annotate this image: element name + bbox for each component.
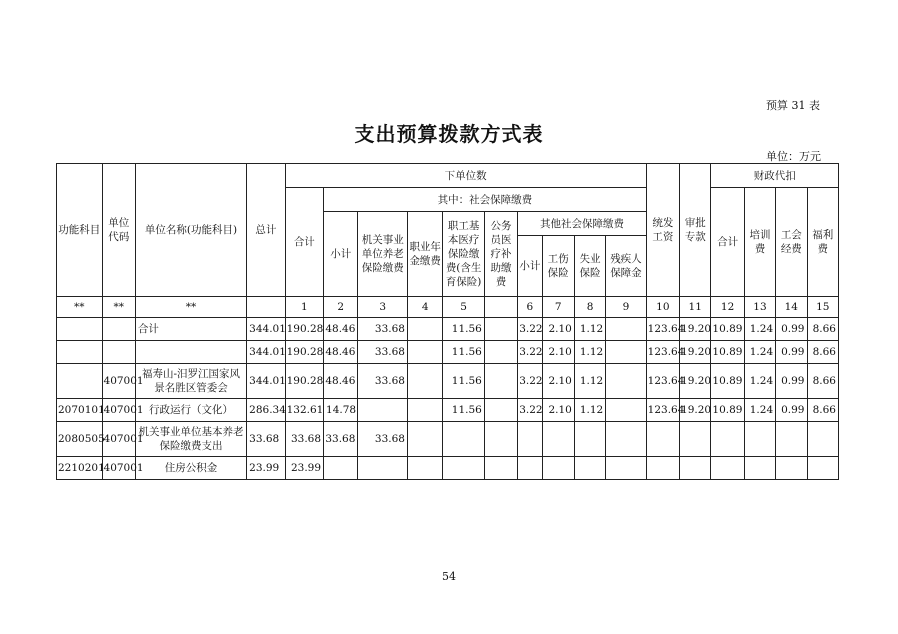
- table-cell: 0.99: [776, 318, 807, 341]
- table-cell: 286.34: [247, 399, 285, 422]
- table-cell: 11.56: [443, 364, 484, 399]
- table-cell: 190.28: [285, 364, 323, 399]
- table-cell: 123.64: [646, 364, 679, 399]
- table-cell: 2: [324, 297, 358, 318]
- table-cell: 23.99: [247, 457, 285, 480]
- header-lower-units: 下单位数: [285, 164, 646, 188]
- table-cell: [135, 341, 246, 364]
- form-number: 预算 31 表: [766, 99, 820, 112]
- table-cell: [57, 341, 103, 364]
- page-title: 支出预算拨款方式表: [354, 122, 544, 146]
- table-cell: 福寿山-汨罗江国家风景名胜区管委会: [135, 364, 246, 399]
- header-welfare-fee: 福利费: [807, 188, 839, 297]
- table-row: [57, 341, 839, 364]
- table-cell: [102, 318, 135, 341]
- table-cell: 2210201: [57, 457, 103, 480]
- header-unified-salary: 统发工资: [646, 164, 679, 297]
- table-cell: 123.64: [646, 341, 679, 364]
- table-cell: **: [102, 297, 135, 318]
- table-cell: [484, 341, 517, 364]
- header-approved-special: 审批专款: [680, 164, 711, 297]
- table-cell: 0.99: [776, 364, 807, 399]
- header-medical: 职工基本医疗保险缴费(含生育保险): [443, 212, 484, 297]
- table-cell: 14: [776, 297, 807, 318]
- table-cell: 2.10: [542, 341, 574, 364]
- table-cell: 132.61: [285, 399, 323, 422]
- table-cell: [646, 457, 679, 480]
- table-cell: 13: [744, 297, 775, 318]
- table-cell: [57, 318, 103, 341]
- header-finance-deduction: 财政代扣: [711, 164, 839, 188]
- table-cell: [807, 422, 839, 457]
- header-finance-total: 合计: [711, 188, 744, 297]
- table-cell: [247, 297, 285, 318]
- table-cell: [443, 422, 484, 457]
- table-row: [57, 422, 839, 457]
- header-unemployment: 失业保险: [574, 236, 605, 297]
- header-training-fee: 培训费: [744, 188, 775, 297]
- table-cell: 2.10: [542, 399, 574, 422]
- header-social-security: 其中：社会保障缴费: [324, 188, 647, 212]
- table-cell: 1.24: [744, 399, 775, 422]
- table-cell: 3.22: [518, 364, 542, 399]
- table-cell: [542, 457, 574, 480]
- table-cell: [407, 399, 442, 422]
- table-cell: 2.10: [542, 364, 574, 399]
- table-cell: 3.22: [518, 318, 542, 341]
- table-cell: 12: [711, 297, 744, 318]
- table-cell: [574, 457, 605, 480]
- table-cell: [574, 422, 605, 457]
- table-cell: 9: [606, 297, 646, 318]
- table-cell: 5: [443, 297, 484, 318]
- table-row: [57, 318, 839, 341]
- table-cell: 407001: [102, 422, 135, 457]
- table-cell: [606, 341, 646, 364]
- table-cell: 33.68: [358, 318, 408, 341]
- table-cell: 1.12: [574, 399, 605, 422]
- table-cell: 4: [407, 297, 442, 318]
- index-row: [57, 297, 839, 318]
- table-cell: [407, 364, 442, 399]
- table-cell: 8.66: [807, 364, 839, 399]
- header-pension: 机关事业单位养老保险缴费: [358, 212, 408, 297]
- unit-label: 单位：万元: [766, 150, 821, 163]
- budget-table: [56, 163, 839, 480]
- table-cell: 33.68: [247, 422, 285, 457]
- table-cell: 3.22: [518, 341, 542, 364]
- table-cell: [407, 422, 442, 457]
- table-cell: [484, 318, 517, 341]
- table-cell: [358, 399, 408, 422]
- table-cell: [443, 457, 484, 480]
- table-cell: 行政运行（文化）: [135, 399, 246, 422]
- table-cell: 1.24: [744, 364, 775, 399]
- header-other-subtotal: 小计: [518, 236, 542, 297]
- table-cell: 10.89: [711, 341, 744, 364]
- table-cell: 合计: [135, 318, 246, 341]
- header-annuity: 职业年金缴费: [407, 212, 442, 297]
- table-cell: 33.68: [358, 422, 408, 457]
- table-cell: 407001: [102, 364, 135, 399]
- table-cell: [542, 422, 574, 457]
- table-cell: 19.20: [680, 399, 711, 422]
- table-cell: 123.64: [646, 318, 679, 341]
- table-cell: 2070101: [57, 399, 103, 422]
- header-other-security: 其他社会保障缴费: [518, 212, 646, 236]
- table-cell: 2.10: [542, 318, 574, 341]
- page-number: 54: [442, 570, 456, 583]
- table-cell: 1.24: [744, 341, 775, 364]
- table-cell: 1.12: [574, 341, 605, 364]
- table-cell: 8.66: [807, 318, 839, 341]
- table-cell: 344.01: [247, 364, 285, 399]
- table-cell: [711, 422, 744, 457]
- table-cell: [711, 457, 744, 480]
- table-cell: 407001: [102, 399, 135, 422]
- table-cell: **: [57, 297, 103, 318]
- header-lower-total: 合计: [285, 188, 323, 297]
- table-cell: [407, 341, 442, 364]
- header-union-fee: 工会经费: [776, 188, 807, 297]
- table-cell: 机关事业单位基本养老保险缴费支出: [135, 422, 246, 457]
- table-cell: 11.56: [443, 399, 484, 422]
- table-cell: 3.22: [518, 399, 542, 422]
- table-cell: 23.99: [285, 457, 323, 480]
- table-cell: 19.20: [680, 318, 711, 341]
- table-cell: [57, 364, 103, 399]
- table-row: [57, 457, 839, 480]
- table-cell: 19.20: [680, 364, 711, 399]
- header-subtotal: 小计: [324, 212, 358, 297]
- table-cell: [484, 457, 517, 480]
- table-cell: 407001: [102, 457, 135, 480]
- table-cell: 1.12: [574, 364, 605, 399]
- table-cell: [484, 297, 517, 318]
- table-cell: 11.56: [443, 341, 484, 364]
- table-cell: [807, 457, 839, 480]
- table-cell: 33.68: [358, 341, 408, 364]
- table-cell: 33.68: [324, 422, 358, 457]
- table-cell: 10.89: [711, 399, 744, 422]
- table-cell: 11.56: [443, 318, 484, 341]
- table-cell: [606, 422, 646, 457]
- table-cell: 0.99: [776, 399, 807, 422]
- header-disability: 残疾人保障金: [606, 236, 646, 297]
- table-cell: 3: [358, 297, 408, 318]
- header-total: 总计: [247, 164, 285, 297]
- table-cell: [606, 318, 646, 341]
- table-cell: 33.68: [285, 422, 323, 457]
- table-cell: 48.46: [324, 364, 358, 399]
- table-cell: [606, 457, 646, 480]
- table-cell: [407, 318, 442, 341]
- table-cell: [484, 399, 517, 422]
- table-cell: **: [135, 297, 246, 318]
- table-cell: 8: [574, 297, 605, 318]
- table-cell: 190.28: [285, 318, 323, 341]
- table-cell: 33.68: [358, 364, 408, 399]
- table-cell: 344.01: [247, 318, 285, 341]
- table-cell: [606, 364, 646, 399]
- table-cell: 1: [285, 297, 323, 318]
- table-cell: [680, 422, 711, 457]
- table-cell: 7: [542, 297, 574, 318]
- table-cell: 14.78: [324, 399, 358, 422]
- table-cell: 1.12: [574, 318, 605, 341]
- table-cell: 15: [807, 297, 839, 318]
- table-cell: [324, 457, 358, 480]
- header-func-code: 功能科目: [57, 164, 103, 297]
- table-cell: [646, 422, 679, 457]
- table-cell: 住房公积金: [135, 457, 246, 480]
- header-injury: 工伤保险: [542, 236, 574, 297]
- table-cell: 19.20: [680, 341, 711, 364]
- table-cell: [606, 399, 646, 422]
- table-cell: 2080505: [57, 422, 103, 457]
- table-cell: 190.28: [285, 341, 323, 364]
- table-cell: 48.46: [324, 341, 358, 364]
- table-cell: 10.89: [711, 364, 744, 399]
- table-cell: [518, 457, 542, 480]
- table-cell: 48.46: [324, 318, 358, 341]
- table-cell: 8.66: [807, 399, 839, 422]
- table-cell: 8.66: [807, 341, 839, 364]
- table-cell: 10: [646, 297, 679, 318]
- table-cell: 1.24: [744, 318, 775, 341]
- table-cell: [518, 422, 542, 457]
- table-cell: 344.01: [247, 341, 285, 364]
- table-cell: [358, 457, 408, 480]
- table-cell: 0.99: [776, 341, 807, 364]
- table-cell: [744, 422, 775, 457]
- table-cell: [776, 422, 807, 457]
- header-org-code: 单位代码: [102, 164, 135, 297]
- table-cell: [407, 457, 442, 480]
- table-cell: 6: [518, 297, 542, 318]
- table-cell: 10.89: [711, 318, 744, 341]
- table-cell: 11: [680, 297, 711, 318]
- table-row: [57, 399, 839, 422]
- table-cell: [776, 457, 807, 480]
- table-cell: [484, 422, 517, 457]
- table-cell: [484, 364, 517, 399]
- table-cell: [680, 457, 711, 480]
- table-cell: [102, 341, 135, 364]
- table-cell: 123.64: [646, 399, 679, 422]
- table-row: [57, 364, 839, 399]
- header-civil-medical: 公务员医疗补助缴费: [484, 212, 517, 297]
- header-org-name: 单位名称(功能科目): [135, 164, 246, 297]
- table-cell: [744, 457, 775, 480]
